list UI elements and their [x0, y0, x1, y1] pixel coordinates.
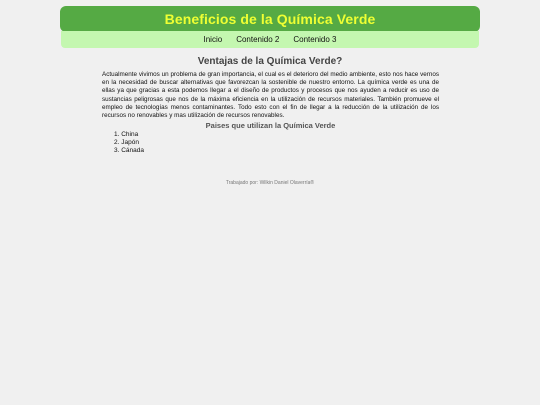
nav-link-contenido-3[interactable]: Contenido 3: [293, 35, 337, 44]
intro-paragraph: Actualmente vivimos un problema de gran importancia, el cual es el deterioro del medio ambiente, esto nos hace vernos en la necesidad de buscar alternativas que favorezcan la sostenible de nuestro entorno. La química verde es una de ellas ya que gracias a esta podemos llegar a el diseño de productos y procesos que nos ayuden a reducir es uso de sustancias peligrosas que nos de la máxima eficiencia en la utilización de recursos materiales. También promueve el empleo de tecnologías menos contaminantes. Todo esto con el fin de llegar a la reducción de la utilización de los recursos no renovables y mas utilización de recursos renovables.: [102, 71, 439, 120]
list-marker: 3.: [114, 147, 120, 155]
country-name: Cánada: [121, 147, 145, 155]
countries-heading: Paises que utilizan la Química Verde: [205, 121, 336, 130]
country-name: Japón: [121, 139, 139, 147]
footer-credit: Trabajado por: Wilkin Daniel Olaverría®: [225, 180, 315, 186]
list-item: [114, 139, 144, 147]
list-marker: 2.: [114, 139, 120, 147]
nav-link-contenido-2[interactable]: Contenido 2: [236, 35, 280, 44]
site-header: [60, 6, 480, 32]
country-list: [114, 131, 144, 156]
site-title: Beneficios de la Química Verde: [164, 11, 376, 27]
nav-link-inicio[interactable]: Inicio: [203, 35, 223, 44]
list-marker: 1.: [114, 131, 120, 138]
list-item: [114, 131, 144, 139]
country-name: China: [121, 131, 139, 138]
list-item: [114, 147, 144, 155]
nav-bar: [61, 31, 479, 48]
section-heading: Ventajas de la Química Verde?: [197, 56, 343, 67]
